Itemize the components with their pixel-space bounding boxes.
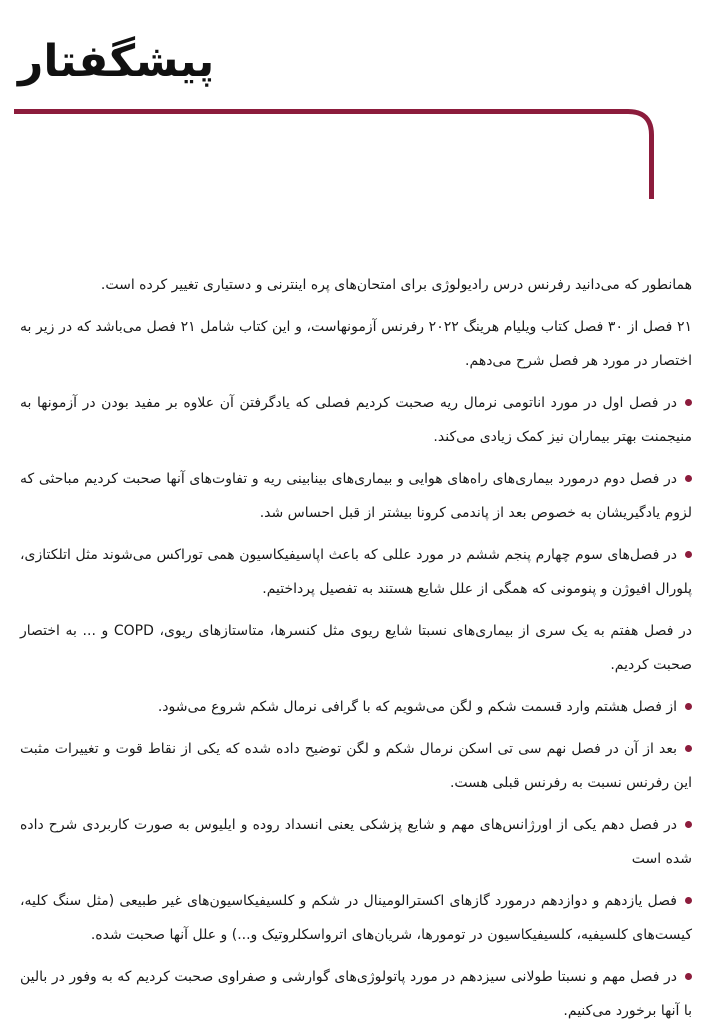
bullet-icon xyxy=(685,897,692,904)
bullet-icon xyxy=(685,399,692,406)
list-item-text: در فصل اول در مورد اناتومی نرمال ریه صحبت کردیم فصلی که یادگرفتن آن علاوه بر مفید بودن در آزمونها به منیجمنت بهتر بیماران نیز کمک زیادی می‌کند. xyxy=(20,395,692,445)
bullet-icon xyxy=(685,703,692,710)
list-item-text: در فصل دهم یکی از اورژانس‌های مهم و شایع پزشکی یعنی انسداد روده و ایلیوس به صورت کاربردی شرح داده شده است xyxy=(20,817,692,867)
bullet-icon xyxy=(685,821,692,828)
preface-body xyxy=(20,268,692,1036)
list-item xyxy=(20,732,692,800)
list-item xyxy=(20,884,692,952)
bullet-icon xyxy=(685,551,692,558)
list-item-text: از فصل هشتم وارد قسمت شکم و لگن می‌شویم که با گرافی نرمال شکم شروع می‌شود. xyxy=(157,699,677,715)
list-item-text: در فصل مهم و نسبتا طولانی سیزدهم در مورد پاتولوژی‌های گوارشی و صفراوی صحبت کردیم که به وفور در بالین با آنها برخورد می‌کنیم. xyxy=(20,969,692,1019)
list-item-text: بعد از آن در فصل نهم سی تی اسکن نرمال شکم و لگن توضیح داده شده که یکی از نقاط قوت و تغییرات مثبت این رفرنس نسبت به رفرنس قبلی هست. xyxy=(20,741,692,791)
chapter-seven-paragraph: در فصل هفتم به یک سری از بیماری‌های نسبتا شایع ریوی مثل کنسرها، متاستازهای ریوی، COPD و ... به اختصار صحبت کردیم. xyxy=(20,623,692,673)
bullet-icon xyxy=(685,475,692,482)
bullet-icon xyxy=(685,745,692,752)
title-underline-path xyxy=(14,112,652,200)
chapter-list-lungs xyxy=(20,386,692,606)
intro-paragraph: همانطور که می‌دانید رفرنس درس رادیولوژی برای امتحان‌های پره اینترنی و دستیاری تغییر کرده است. xyxy=(100,277,692,293)
page-title: پیشگفتار xyxy=(18,36,215,87)
list-item xyxy=(20,538,692,606)
list-item-text: در فصل‌های سوم چهارم پنجم ششم در مورد عللی که باعث اپاسیفیکاسیون همی توراکس می‌شوند مثل اتلکتازی، پلورال افیوژن و پنومونی که همگی از علل شایع هستند به تفصیل پرداختیم. xyxy=(20,547,692,597)
list-item xyxy=(20,960,692,1028)
intro-paragraph: ۲۱ فصل از ۳۰ فصل کتاب ویلیام هرینگ ۲۰۲۲ رفرنس آزمونهاست، و این کتاب شامل ۲۱ فصل می‌باشد که در زیر به اختصار در مورد هر فصل شرح می‌دهم. xyxy=(20,319,693,369)
bullet-icon xyxy=(685,973,692,980)
list-item xyxy=(20,690,692,724)
list-item-text: در فصل دوم درمورد بیماری‌های راه‌های هوایی و بیماری‌های بینابینی ریه و تفاوت‌های آنها صحبت کردیم مباحثی که لزوم یادگیریشان به خصوص بعد از پاندمی کرونا بیشتر از قبل احساس شد. xyxy=(20,471,692,521)
list-item-text: فصل یازدهم و دوازدهم درمورد گازهای اکسترالومینال در شکم و کلسیفیکاسیون‌های غیر طبیعی (مثل سنگ کلیه، کیست‌های کلسیفیه، کلسیفیکاسیون در تومورها، شریان‌های اترواسکلروتیک و...) و علل آنها صحبت شده. xyxy=(20,893,692,943)
list-item xyxy=(20,808,692,876)
list-item xyxy=(20,462,692,530)
chapter-list-abdomen xyxy=(20,690,692,1028)
list-item xyxy=(20,386,692,454)
title-underline-rule xyxy=(14,109,654,199)
